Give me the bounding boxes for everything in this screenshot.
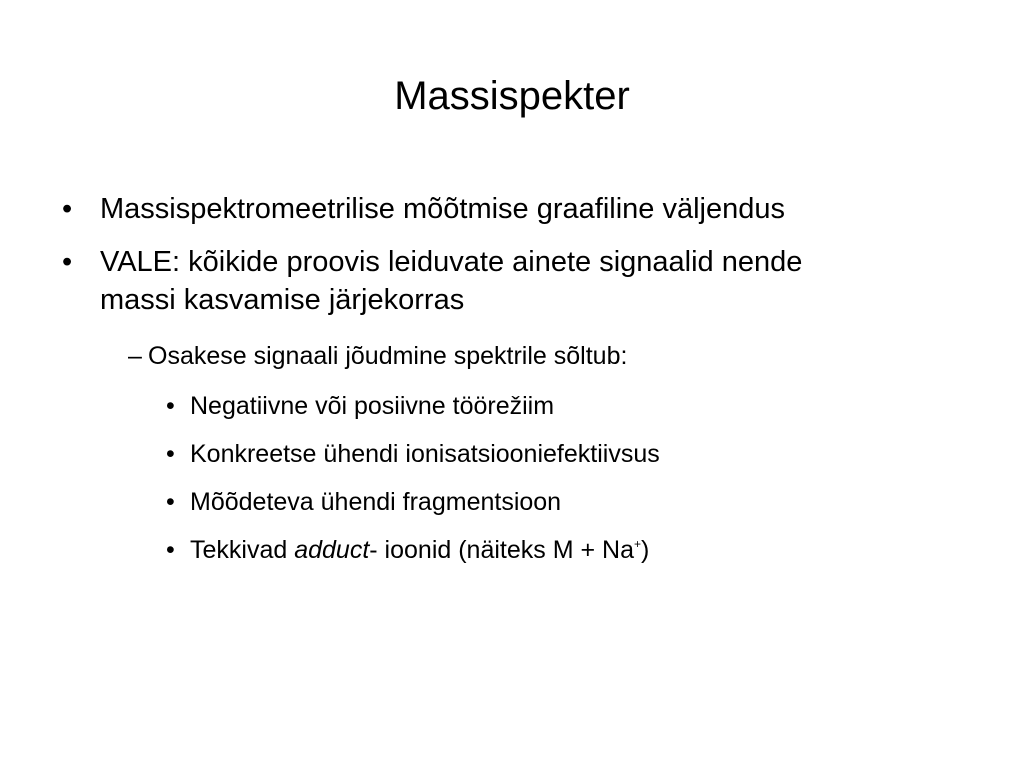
bullet-marker: • (62, 246, 73, 278)
bullet-text-line: massi kasvamise järjekorras (100, 284, 465, 316)
subsub-bullet-item (166, 485, 966, 519)
bullet-item (62, 190, 962, 228)
sub-bullet-item (128, 339, 948, 373)
bullet-marker: • (166, 488, 175, 516)
text-suffix: - ioonid (näiteks M + Na (369, 536, 634, 564)
sub-bullet-text: Osakese signaali jõudmine spektrile sõltub: (148, 342, 628, 370)
subsub-bullet-item (166, 389, 966, 423)
bullet-marker: • (166, 392, 175, 420)
subsub-bullet-text (190, 533, 966, 567)
dash-marker: – (128, 342, 142, 370)
superscript-charge: + (633, 537, 641, 551)
bullet-text: Massispektromeetrilise mõõtmise graafiline väljendus (100, 193, 785, 225)
subsub-bullet-text: Konkreetse ühendi ionisatsiooniefektiivsus (190, 440, 660, 468)
subsub-bullet-text: Mõõdeteva ühendi fragmentsioon (190, 488, 562, 516)
bullet-text-line: VALE: kõikide proovis leiduvate ainete signaalid nende (100, 246, 803, 278)
bullet-text (100, 243, 962, 319)
subsub-bullet-item (166, 437, 966, 471)
subsub-bullet-item (166, 533, 966, 567)
subsub-bullet-text: Negatiivne või posiivne töörežiim (190, 392, 555, 420)
bullet-marker: • (166, 536, 175, 564)
bullet-marker: • (62, 193, 73, 225)
bullet-marker: • (166, 440, 175, 468)
text-close: ) (641, 536, 650, 564)
bullet-item (62, 243, 962, 319)
text-prefix: Tekkivad (190, 536, 295, 564)
slide-title: Massispekter (394, 74, 630, 118)
italic-term: adduct (294, 536, 370, 564)
